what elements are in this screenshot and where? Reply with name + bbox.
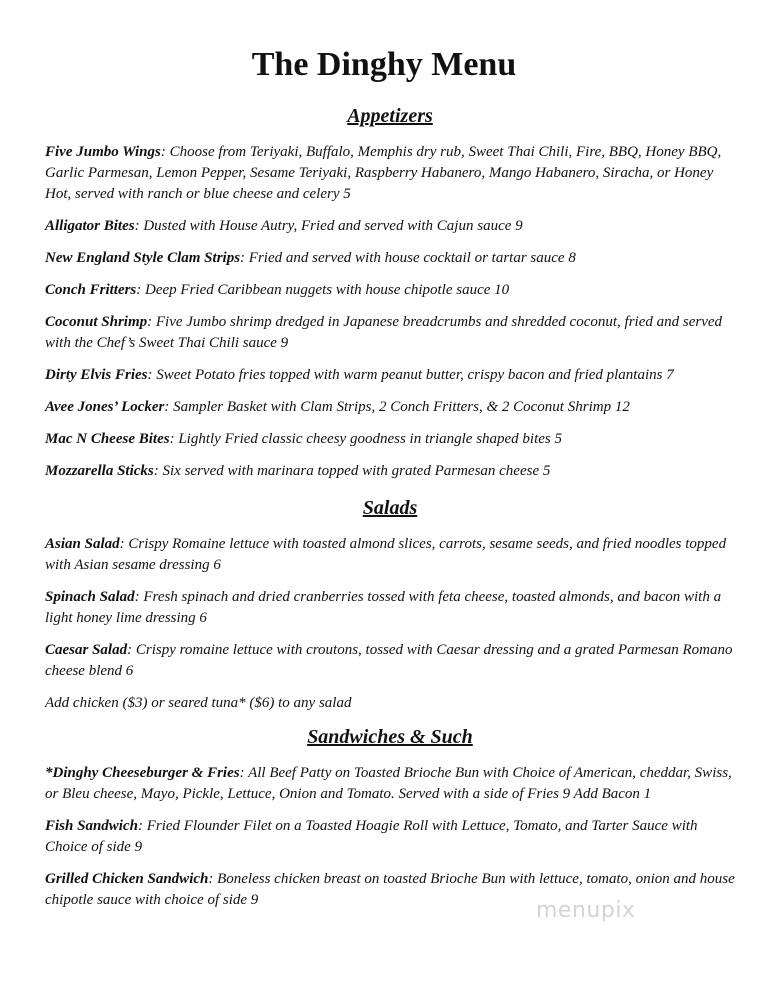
- item-description: : Fried and served with house cocktail or tartar sauce 8: [240, 250, 576, 266]
- menu-item: [45, 429, 735, 450]
- item-description: : Dusted with House Autry, Fried and served with Cajun sauce 9: [134, 218, 523, 234]
- item-name: Fish Sandwich: [45, 818, 138, 834]
- menu-item: [45, 763, 735, 805]
- menu-item: [45, 312, 735, 354]
- menu-item: [45, 216, 735, 237]
- item-name: Dirty Elvis Fries: [45, 367, 148, 383]
- appetizers-section: [45, 105, 735, 493]
- item-name: Five Jumbo Wings: [45, 144, 161, 160]
- item-name: *Dinghy Cheeseburger & Fries: [45, 765, 240, 781]
- item-description: Add chicken ($3) or seared tuna* ($6) to any salad: [45, 695, 352, 711]
- watermark-logo: menupix: [536, 898, 636, 923]
- menu-title: The Dinghy Menu: [251, 46, 517, 83]
- menu-item: [45, 397, 735, 418]
- item-description: : Crispy romaine lettuce with croutons, tossed with Caesar dressing and a grated Parmesan Romano cheese blend 6: [45, 642, 733, 679]
- item-description: : Six served with marinara topped with grated Parmesan cheese 5: [153, 463, 551, 479]
- menu-item: [45, 142, 735, 205]
- item-name: New England Style Clam Strips: [45, 250, 241, 266]
- item-name: Alligator Bites: [45, 218, 135, 234]
- item-description: : Fresh spinach and dried cranberries tossed with feta cheese, toasted almonds, and bacon with a light honey lime dressing 6: [45, 589, 722, 626]
- item-description: : Deep Fried Caribbean nuggets with house chipotle sauce 10: [136, 282, 510, 298]
- item-description: : Fried Flounder Filet on a Toasted Hoagie Roll with Lettuce, Tomato, and Tarter Sauce with Choice of side 9: [45, 818, 698, 855]
- item-description: : Crispy Romaine lettuce with toasted almond slices, carrots, sesame seeds, and fried noodles topped with Asian sesame dressing 6: [45, 536, 727, 573]
- item-name: Mozzarella Sticks: [45, 463, 154, 479]
- item-description: : Choose from Teriyaki, Buffalo, Memphis dry rub, Sweet Thai Chili, Fire, BBQ, Honey BBQ, Garlic Parmesan, Lemon Pepper, Sesame Teriyaki, Raspberry Habanero, Mango Habanero, Siracha, or Honey Hot, served with ranch or blue cheese and celery 5: [45, 144, 722, 202]
- item-description: : Five Jumbo shrimp dredged in Japanese breadcrumbs and shredded coconut, fried and served with the Chef’s Sweet Thai Chili sauce 9: [45, 314, 723, 351]
- item-description: : Boneless chicken breast on toasted Brioche Bun with lettuce, tomato, onion and house chipotle sauce with choice of side 9: [45, 871, 735, 908]
- item-name: Avee Jones’ Locker: [45, 399, 165, 415]
- item-description: : Lightly Fried classic cheesy goodness in triangle shaped bites 5: [169, 431, 563, 447]
- sandwiches-section: [45, 726, 735, 922]
- section-heading: Sandwiches & Such: [307, 726, 473, 748]
- section-heading: Appetizers: [347, 105, 433, 127]
- menu-item: [45, 365, 735, 386]
- menu-item: [45, 693, 735, 714]
- item-name: Caesar Salad: [45, 642, 128, 658]
- item-name: Mac N Cheese Bites: [45, 431, 170, 447]
- salads-section: [45, 497, 735, 725]
- item-name: Coconut Shrimp: [45, 314, 148, 330]
- menu-item: [45, 248, 735, 269]
- menu-item: [45, 587, 735, 629]
- item-name: Asian Salad: [45, 536, 120, 552]
- item-name: Grilled Chicken Sandwich: [45, 871, 209, 887]
- item-name: Spinach Salad: [45, 589, 135, 605]
- item-description: : Sweet Potato fries topped with warm peanut butter, crispy bacon and fried plantains 7: [147, 367, 674, 383]
- menu-item: [45, 816, 735, 858]
- section-heading: Salads: [362, 497, 418, 519]
- item-name: Conch Fritters: [45, 282, 137, 298]
- menu-item: [45, 461, 735, 482]
- menu-item: [45, 534, 735, 576]
- item-description: : Sampler Basket with Clam Strips, 2 Conch Fritters, & 2 Coconut Shrimp 12: [164, 399, 630, 415]
- menu-item: [45, 640, 735, 682]
- menu-item: [45, 280, 735, 301]
- item-description: : All Beef Patty on Toasted Brioche Bun with Choice of American, cheddar, Swiss, or Bleu cheese, Mayo, Pickle, Lettuce, Onion and Tomato. Served with a side of Fries 9 Add Bacon 1: [45, 765, 732, 802]
